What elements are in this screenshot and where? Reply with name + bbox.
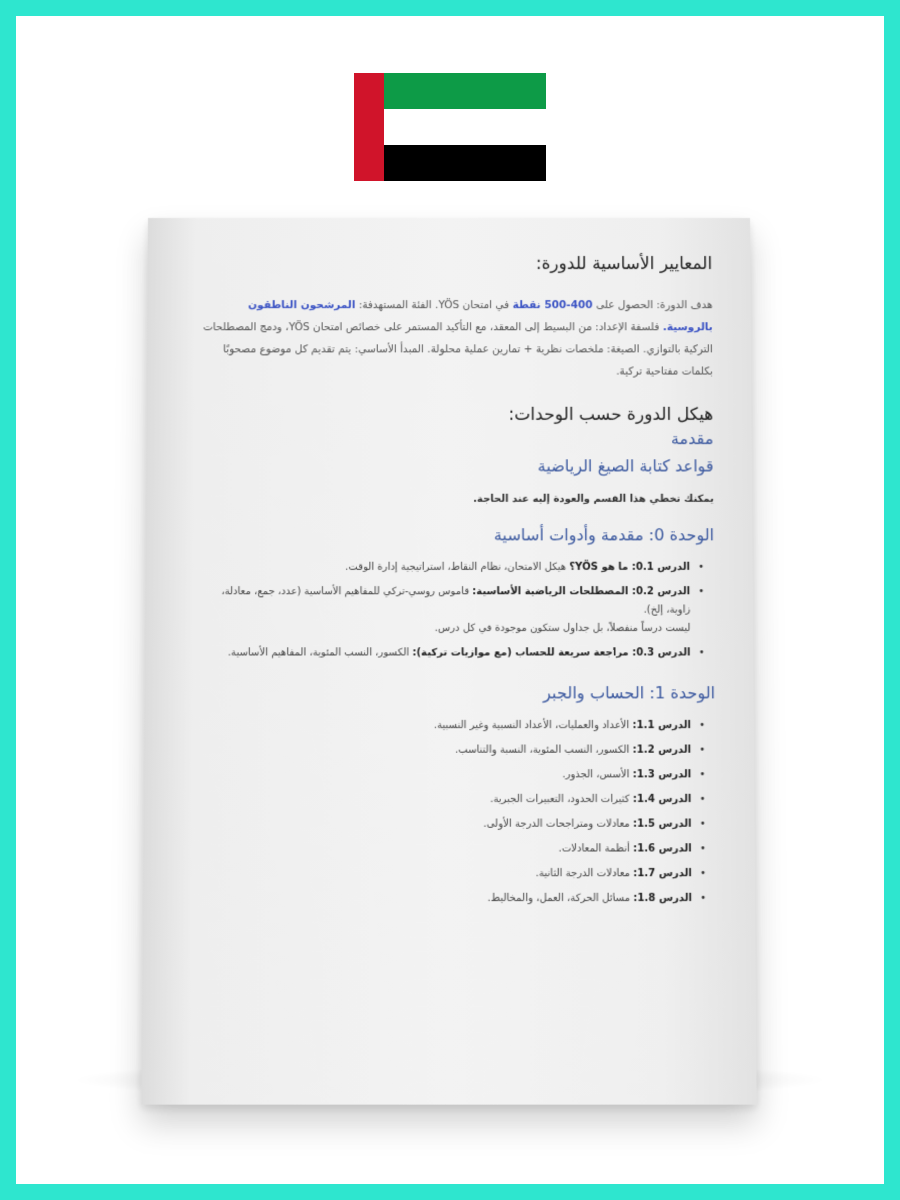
unit0-lesson-list (195, 559, 715, 663)
intro-goal-rest: في امتحان YÖS. الفئة المستهدفة: (355, 299, 513, 312)
intro-paragraph (197, 294, 713, 382)
lesson-text: أنظمة المعادلات. (558, 843, 634, 855)
lesson-item (194, 840, 706, 859)
document-content (194, 248, 717, 914)
lesson-text: معادلات ومتراجحات الدرجة الأولى. (483, 818, 634, 830)
flag-white-stripe (384, 109, 546, 145)
lesson-key: الدرس 0.3: مراجعة سريعة للحساب (مع موازيات تركية): (412, 647, 691, 659)
lesson-key: الدرس 0.1: ما هو YÖS؟ (569, 561, 691, 573)
lesson-item (195, 644, 705, 662)
lesson-key: الدرس 1.5: (632, 818, 692, 830)
intro-goal-label: هدف الدورة: الحصول على (592, 299, 713, 312)
skip-note: يمكنك تخطي هذا القسم والعودة إليه عند الحاجة. (473, 493, 714, 505)
lesson-text: الأعداد والعمليات، الأعداد النسبية وغير النسبية. (433, 719, 633, 732)
lesson-item (195, 717, 706, 735)
lesson-text: مسائل الحركة، العمل، والمخاليط. (487, 892, 634, 905)
lesson-key: الدرس 1.2: (632, 744, 692, 756)
lesson-item (194, 890, 707, 909)
intro-audience: المرشحون الناطقون بالروسية. (248, 299, 713, 334)
structure-heading: هيكل الدورة حسب الوحدات: (508, 404, 714, 425)
lesson-key: الدرس 1.7: (633, 867, 692, 880)
lesson-text: الأسس، الجذور. (562, 769, 633, 781)
lesson-key: الدرس 1.1: (632, 719, 692, 732)
lesson-text: معادلات الدرجة الثانية. (535, 867, 634, 880)
lesson-extra: ليست درساً منفصلاً، بل جداول ستكون موجودة في كل درس. (434, 622, 691, 635)
lesson-item (195, 741, 706, 759)
lesson-text: كثيرات الحدود، التعبيرات الجبرية. (490, 793, 633, 806)
lesson-text: الكسور، النسب المئوية، المفاهيم الأساسية. (227, 647, 413, 659)
lesson-item (194, 791, 705, 810)
unit0-heading: الوحدة 0: مقدمة وأدوات أساسية (493, 525, 715, 545)
intro-heading: مقدمة (670, 428, 714, 449)
flag-green-stripe (384, 73, 546, 109)
lesson-key: الدرس 1.3: (632, 769, 692, 781)
lesson-text: قاموس روسي-تركي للمفاهيم الأساسية (عدد، جمع، معادلة، زاوية، إلخ). (221, 586, 691, 616)
uae-flag-icon (354, 73, 546, 181)
intro-goal-points: 400-500 نقطة (512, 299, 593, 312)
lesson-key: الدرس 1.4: (632, 793, 692, 806)
document-page (141, 218, 756, 1105)
lesson-key: الدرس 0.2: المصطلحات الرياضية الأساسية: (472, 586, 691, 598)
flag-red-band (354, 73, 384, 181)
page-title: المعايير الأساسية للدورة: (535, 254, 713, 275)
lesson-item (195, 583, 704, 638)
lesson-item (196, 559, 705, 577)
rules-heading: قواعد كتابة الصيغ الرياضية (537, 456, 714, 476)
unit1-lesson-list (194, 717, 717, 908)
lesson-item (194, 865, 706, 884)
lesson-item (194, 815, 706, 834)
flag-black-stripe (384, 145, 546, 181)
unit1-heading: الوحدة 1: الحساب والجبر (543, 683, 716, 703)
lesson-item (194, 766, 705, 784)
lesson-key: الدرس 1.8: (633, 892, 693, 905)
lesson-key: الدرس 1.6: (633, 843, 692, 855)
lesson-text: هيكل الامتحان، نظام النقاط، استراتيجية إدارة الوقت. (345, 561, 570, 573)
lesson-text: الكسور، النسب المئوية، النسبة والتناسب. (454, 744, 633, 756)
intro-philosophy: فلسفة الإعداد: من البسيط إلى المعقد، مع التأكيد المستمر على خصائص امتحان YÖS، ودمج المصطلحات التركية بالتوازي. الصيغة: ملخصات نظرية + تمارين عملية محلولة. المبدأ الأساسي: يتم تقديم كل موضوع مصحوبًا بكلمات مفتاحية تركية. (202, 321, 714, 378)
